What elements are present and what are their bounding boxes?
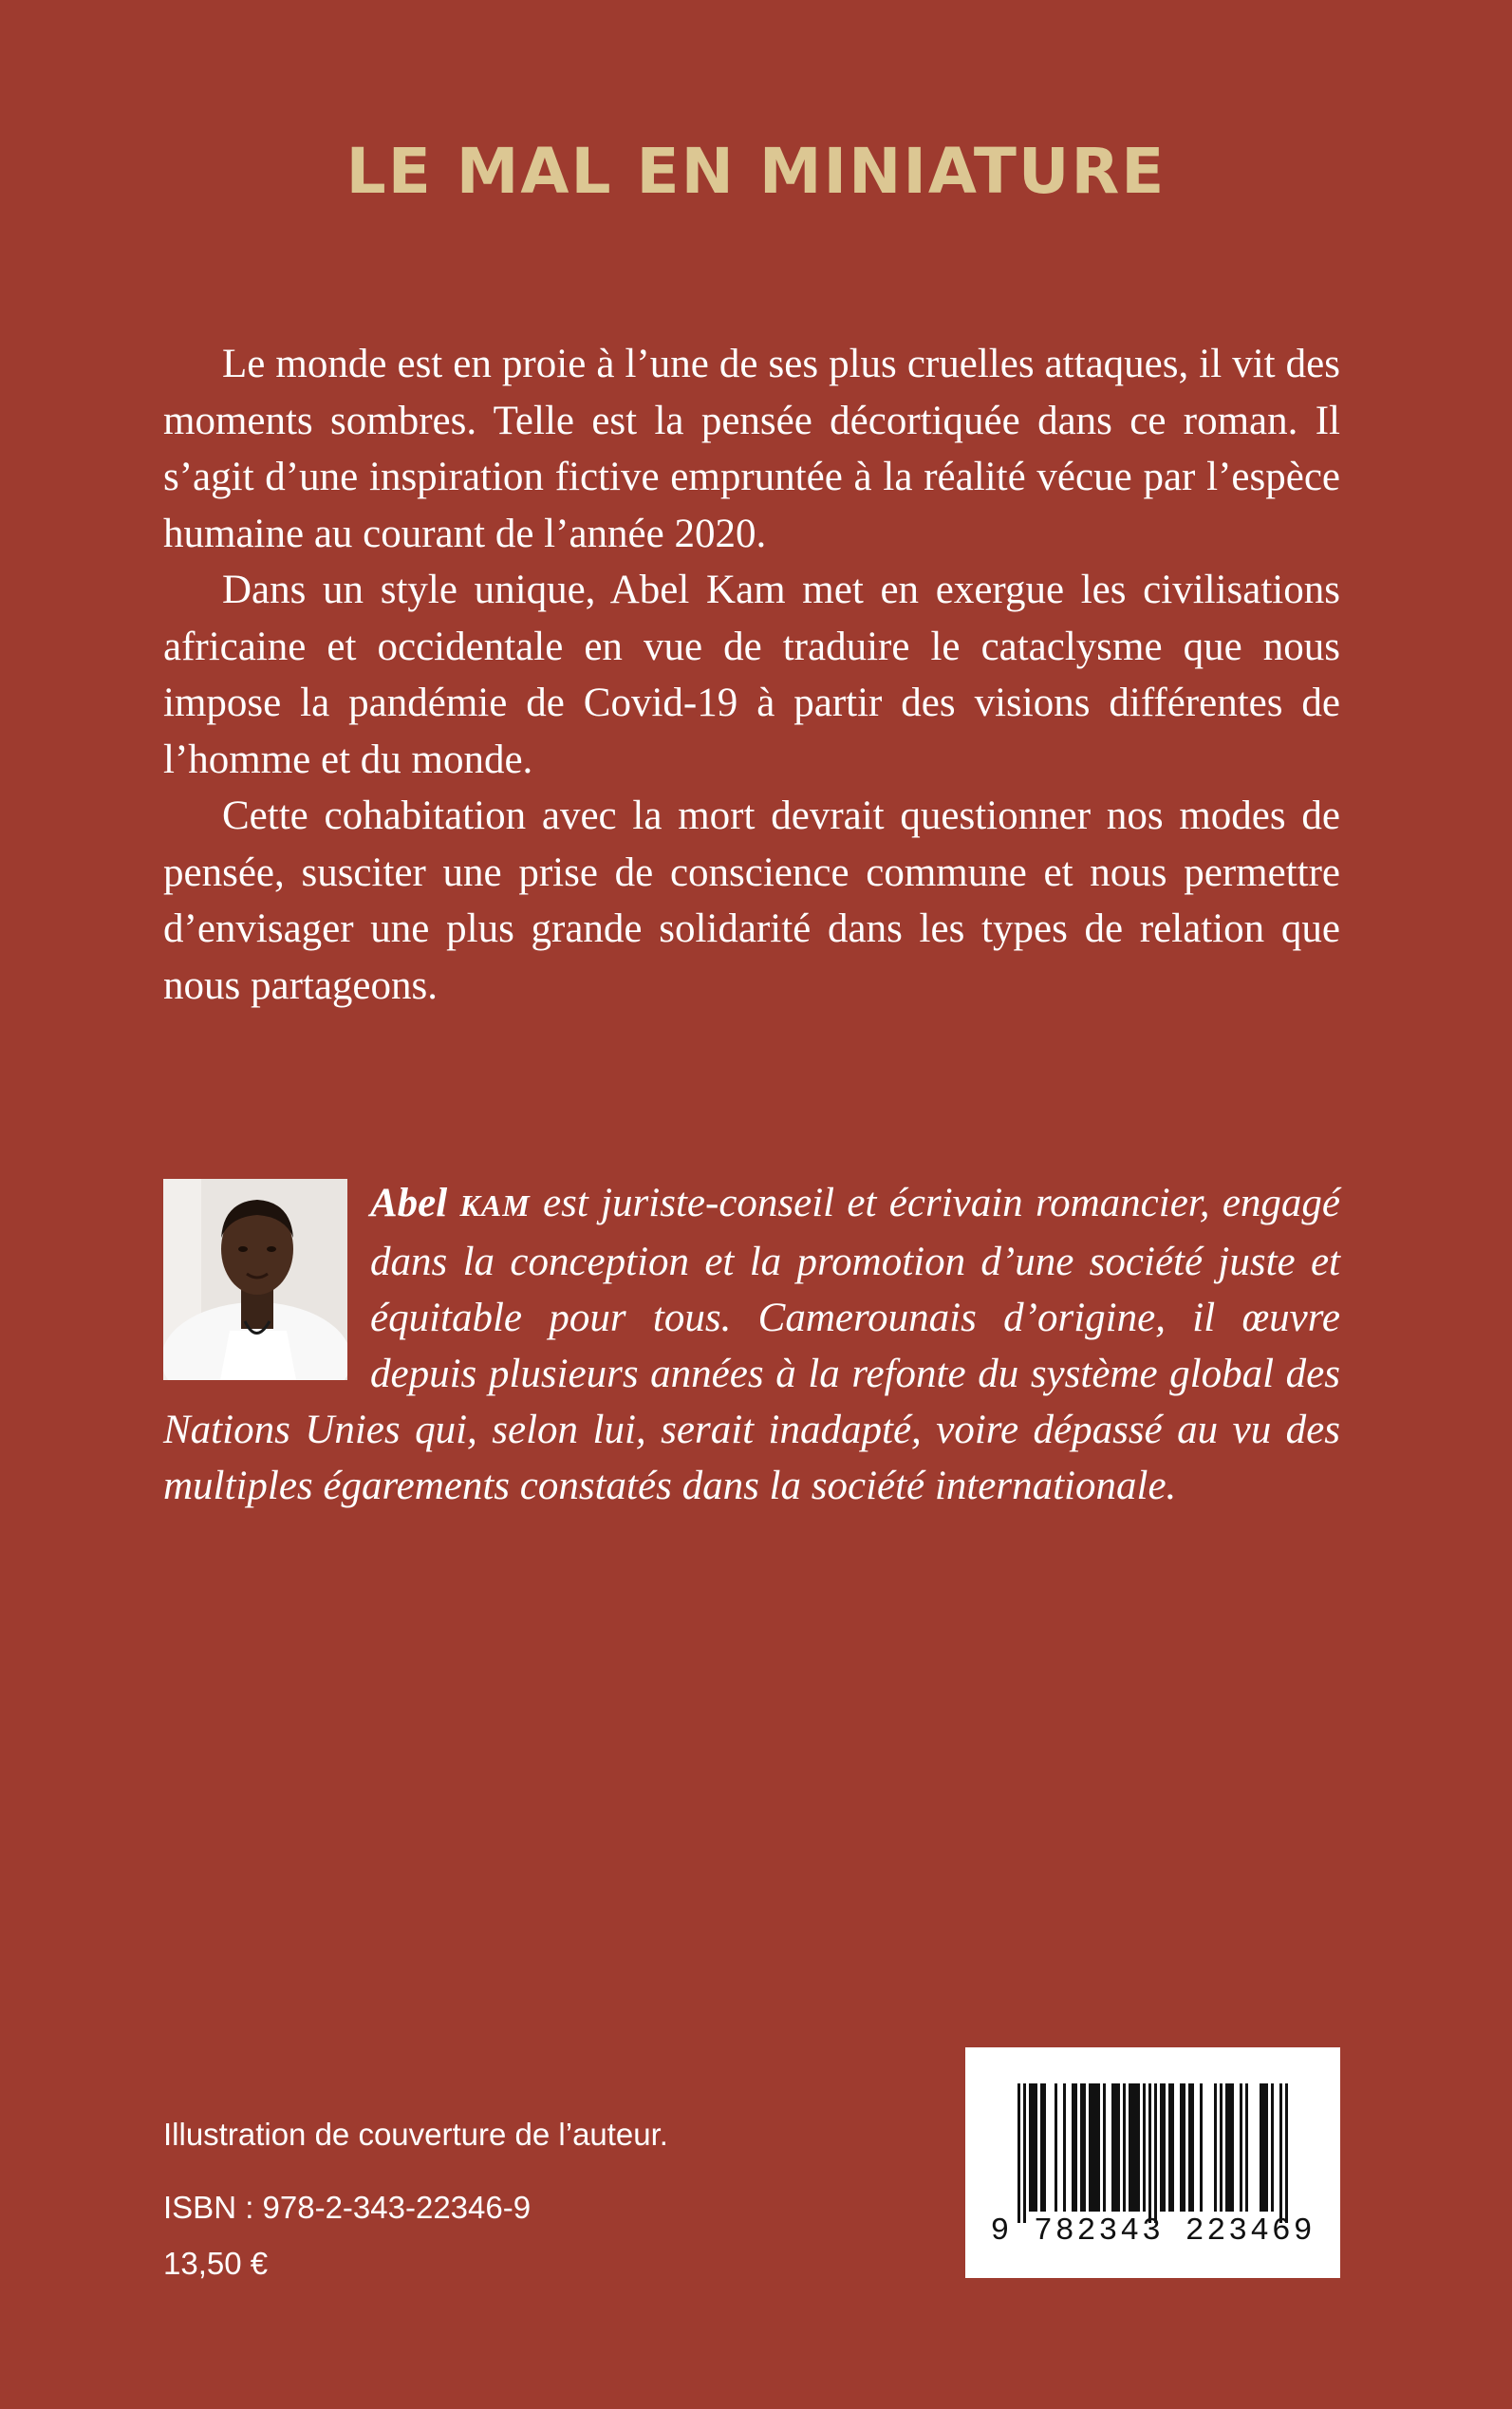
barcode-bar — [1083, 2083, 1086, 2212]
barcode-bar — [1123, 2083, 1126, 2212]
barcode — [965, 2047, 1340, 2278]
barcode-digits: 9 782343 223469 — [990, 2213, 1316, 2249]
barcode-bar — [1214, 2083, 1217, 2212]
barcode-bar — [1191, 2083, 1194, 2212]
barcode-bar — [1074, 2083, 1077, 2212]
price: 13,50 € — [163, 2246, 269, 2281]
barcode-bar — [1160, 2083, 1163, 2212]
barcode-bar — [1103, 2083, 1106, 2212]
barcode-bar — [1089, 2083, 1092, 2212]
barcode-bar — [1163, 2083, 1166, 2212]
barcode-bar — [1111, 2083, 1114, 2212]
blurb-paragraph: Dans un style unique, Abel Kam met en exergue les civilisations africaine et occidentale en vue de traduire le cataclysme que nous impose la pandémie de Covid-19 à partir des visions différentes de l’homme et du monde. — [163, 568, 1340, 782]
barcode-bar — [1265, 2083, 1268, 2212]
barcode-bar — [1092, 2083, 1094, 2212]
book-title: LE MAL EN MINIATURE — [345, 135, 1167, 208]
barcode-bar — [1271, 2083, 1274, 2212]
author-last-name: KAM — [459, 1188, 531, 1223]
barcode-bar — [1040, 2083, 1043, 2212]
barcode-bar — [1180, 2083, 1183, 2212]
barcode-bar — [1188, 2083, 1191, 2212]
barcode-bar — [1055, 2083, 1057, 2212]
barcode-bar — [1260, 2083, 1262, 2212]
barcode-bar — [1023, 2083, 1026, 2223]
barcode-bar — [1117, 2083, 1120, 2212]
barcode-bar — [1168, 2083, 1171, 2212]
illustration-credit: Illustration de couverture de l’auteur. — [163, 2117, 668, 2152]
barcode-bar — [1129, 2083, 1131, 2212]
barcode-bar — [1171, 2083, 1174, 2212]
barcode-bar — [1080, 2083, 1083, 2212]
author-first-name: Abel — [370, 1181, 448, 1225]
barcode-bar — [1032, 2083, 1035, 2212]
barcode-bar — [1063, 2083, 1066, 2212]
author-bio-text: est juriste-conseil et écrivain romancier, engagé dans la conception et la promotion d’une société juste et équitable pour tous. Camerounais d’origine, il œuvre depuis plusieurs années à la refonte du système global des Nations Unies qui, selon lui, serait inadapté, voire dépassé au vu des multiples égarements constatés dans la société internationale. — [163, 1181, 1341, 1508]
barcode-bar — [1131, 2083, 1134, 2212]
back-cover-blurb — [163, 336, 1340, 1014]
barcode-bar — [1228, 2083, 1231, 2212]
barcode-bar — [1148, 2083, 1151, 2223]
barcode-bar — [1279, 2083, 1282, 2223]
blurb-paragraph: Le monde est en proie à l’une de ses plus cruelles attaques, il vit des moments sombres. Telle est la pensée décortiquée dans ce roman. Il s’agit d’une inspiration fictive empruntée à la réalité vécue par l’espèce humaine au courant de l’année 2020. — [163, 342, 1340, 556]
barcode-bar — [1262, 2083, 1265, 2212]
barcode-bar — [1154, 2083, 1157, 2223]
barcode-bar — [1072, 2083, 1074, 2212]
barcode-bar — [1094, 2083, 1097, 2212]
barcode-bar — [1143, 2083, 1146, 2212]
barcode-bar — [1134, 2083, 1137, 2212]
barcode-bar — [1043, 2083, 1046, 2212]
blurb-paragraph: Cette cohabitation avec la mort devrait questionner nos modes de pensée, susciter une prise de conscience commune et nous permettre d’envisager une plus grande solidarité dans les types de relation que nous partageons. — [163, 794, 1340, 1008]
barcode-bar — [1231, 2083, 1234, 2212]
barcode-bar — [1183, 2083, 1185, 2212]
barcode-bar — [1035, 2083, 1037, 2212]
barcode-bar — [1097, 2083, 1100, 2212]
barcode-bar — [1285, 2083, 1288, 2223]
barcode-bar — [1220, 2083, 1223, 2212]
barcode-bar — [1137, 2083, 1140, 2212]
barcode-bar — [1200, 2083, 1203, 2212]
barcode-bar — [1114, 2083, 1117, 2212]
barcode-bar — [1029, 2083, 1032, 2212]
barcode-bar — [1240, 2083, 1242, 2212]
barcode-bar — [1017, 2083, 1020, 2223]
isbn: ISBN : 978-2-343-22346-9 — [163, 2190, 532, 2225]
barcode-bar — [1245, 2083, 1248, 2212]
author-photo — [163, 1179, 347, 1380]
barcode-bar — [1225, 2083, 1228, 2212]
